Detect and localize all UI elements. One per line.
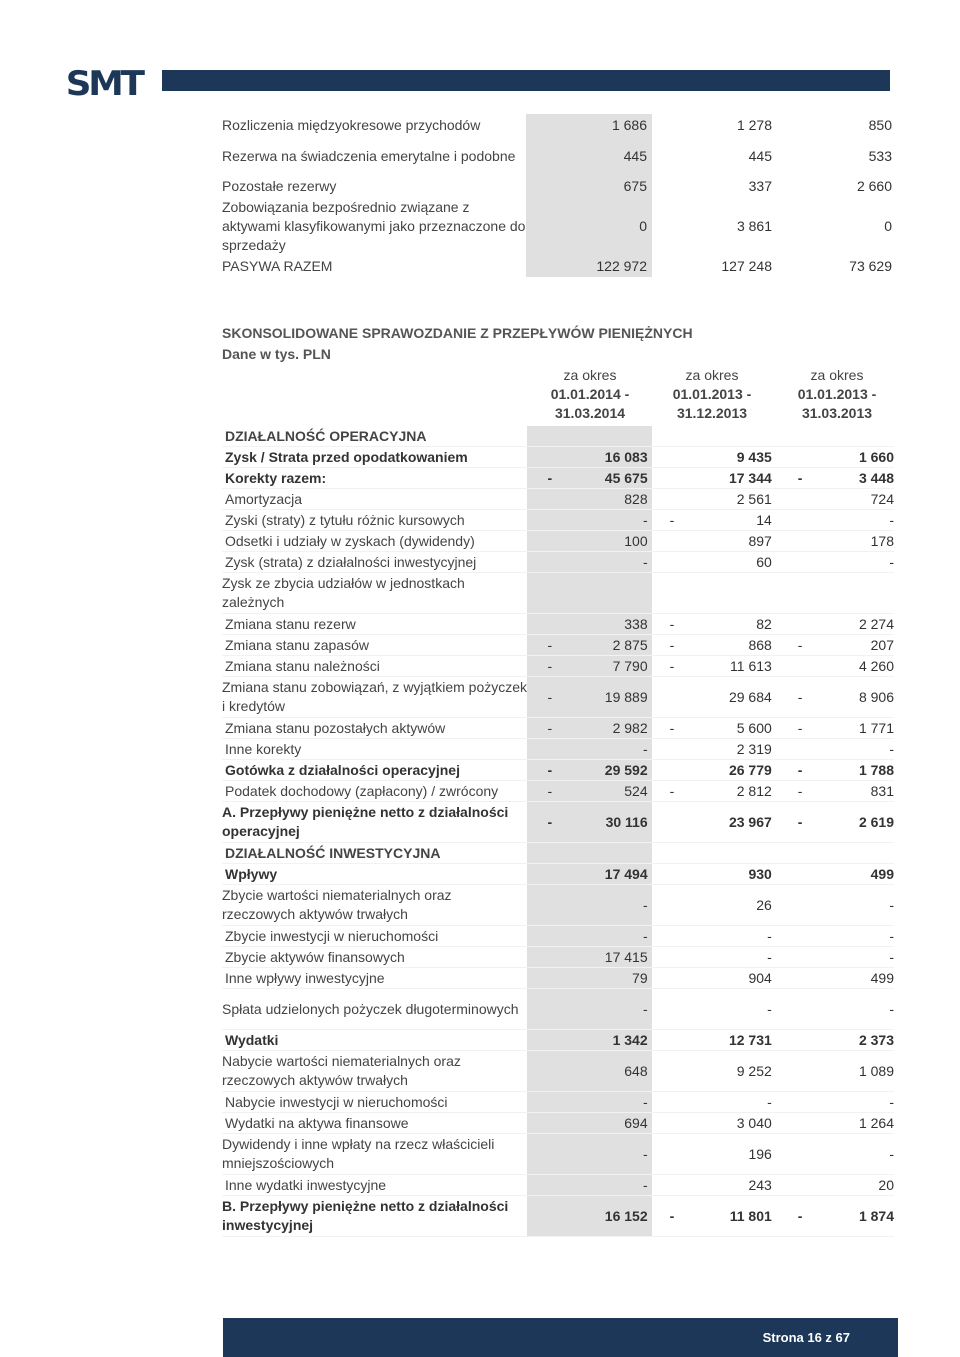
- value-cell: 2 619: [818, 802, 894, 843]
- sign-cell: [652, 573, 690, 614]
- sign-cell: -: [652, 510, 690, 531]
- value-cell: 1 342: [568, 1030, 652, 1051]
- value-cell: 2 812: [690, 781, 776, 802]
- value-cell: -: [568, 926, 652, 947]
- sign-cell: -: [527, 656, 567, 677]
- column-header-line: za okres: [563, 367, 617, 383]
- value-cell: -: [690, 989, 776, 1030]
- table-row: [222, 677, 894, 718]
- value-cell: 29 684: [690, 677, 776, 718]
- value-cell: 930: [690, 864, 776, 885]
- sign-cell: -: [652, 656, 690, 677]
- sign-cell: [776, 656, 818, 677]
- value-cell: 868: [690, 635, 776, 656]
- table-row: [222, 614, 894, 635]
- sign-cell: [652, 739, 690, 760]
- sign-cell: -: [527, 635, 567, 656]
- sign-cell: [652, 926, 690, 947]
- value-cell: 9 435: [690, 447, 776, 468]
- sign-cell: [527, 1175, 567, 1196]
- sign-cell: -: [776, 802, 818, 843]
- table-row: [222, 760, 894, 781]
- value-cell: 499: [818, 968, 894, 989]
- sign-cell: [652, 947, 690, 968]
- table-row: [222, 864, 894, 885]
- table-row: [222, 885, 894, 926]
- table-row: [222, 989, 894, 1030]
- cashflow-table: [222, 426, 894, 1237]
- value-cell: 3 040: [690, 1113, 776, 1134]
- column-header: [535, 366, 645, 423]
- row-label: Zysk (strata) z działalności inwestycyjnej: [222, 552, 527, 573]
- value-cell: 524: [568, 781, 652, 802]
- table-row: [222, 843, 894, 864]
- value-cell: -: [818, 1092, 894, 1113]
- sign-cell: [776, 552, 818, 573]
- value-cell: -: [690, 926, 776, 947]
- row-label: Gotówka z działalności operacyjnej: [222, 760, 527, 781]
- sign-cell: [652, 468, 690, 489]
- value-cell: -: [818, 552, 894, 573]
- table-row: [222, 114, 892, 136]
- column-header-line: 01.01.2013 -: [797, 386, 877, 402]
- table-row: [222, 947, 894, 968]
- column-header-line: 01.01.2013 -: [672, 386, 752, 402]
- sign-cell: [527, 739, 567, 760]
- sign-cell: [776, 843, 818, 864]
- value-cell: 8 906: [818, 677, 894, 718]
- sign-cell: [776, 426, 818, 447]
- value-cell: 831: [818, 781, 894, 802]
- value-2014-q1: 1 686: [526, 114, 652, 136]
- footer-bar: [223, 1318, 898, 1357]
- table-row: [222, 1196, 894, 1237]
- value-cell: 12 731: [690, 1030, 776, 1051]
- table-row: [222, 802, 894, 843]
- value-2013: 337: [748, 177, 772, 194]
- row-label: Wpływy: [222, 864, 527, 885]
- value-cell: 26 779: [690, 760, 776, 781]
- value-cell: -: [690, 1092, 776, 1113]
- sign-cell: [776, 1051, 818, 1092]
- column-header: [782, 366, 892, 423]
- sign-cell: [527, 1092, 567, 1113]
- sign-cell: -: [527, 468, 567, 489]
- value-cell: 23 967: [690, 802, 776, 843]
- column-header-line: 31.03.2014: [554, 405, 626, 421]
- sign-cell: [776, 864, 818, 885]
- value-cell: 2 319: [690, 739, 776, 760]
- sign-cell: -: [652, 1196, 690, 1237]
- sign-cell: [527, 614, 567, 635]
- value-cell: -: [818, 1134, 894, 1175]
- value-cell: 26: [690, 885, 776, 926]
- sign-cell: [652, 1175, 690, 1196]
- sign-cell: [776, 573, 818, 614]
- column-header-line: 01.01.2014 -: [550, 386, 630, 402]
- table-row: [222, 447, 894, 468]
- value-cell: [818, 843, 894, 864]
- value-cell: 1 874: [818, 1196, 894, 1237]
- value-cell: 9 252: [690, 1051, 776, 1092]
- sign-cell: [527, 1051, 567, 1092]
- value-cell: 11 613: [690, 656, 776, 677]
- value-cell: 17 415: [568, 947, 652, 968]
- column-header: [657, 366, 767, 423]
- table-row: [222, 1051, 894, 1092]
- value-cell: -: [568, 989, 652, 1030]
- sign-cell: [652, 531, 690, 552]
- table-row: [222, 531, 894, 552]
- value-cell: 243: [690, 1175, 776, 1196]
- value-cell: -: [818, 739, 894, 760]
- value-cell: 338: [568, 614, 652, 635]
- row-label: Zysk / Strata przed opodatkowaniem: [222, 447, 527, 468]
- sign-cell: -: [776, 760, 818, 781]
- value-cell: 1 771: [818, 718, 894, 739]
- row-label: Wydatki na aktywa finansowe: [222, 1113, 527, 1134]
- value-cell: [568, 843, 652, 864]
- value-cell: 30 116: [568, 802, 652, 843]
- value-2014-q1: 445: [526, 136, 652, 176]
- sign-cell: [527, 968, 567, 989]
- column-header-line: 31.12.2013: [676, 405, 748, 421]
- sign-cell: [652, 989, 690, 1030]
- sign-cell: [527, 531, 567, 552]
- sign-cell: [527, 1030, 567, 1051]
- value-cell: 3 448: [818, 468, 894, 489]
- row-label: Zbycie wartości niematerialnych oraz rzeczowych aktywów trwałych: [222, 885, 527, 926]
- value-cell: 17 494: [568, 864, 652, 885]
- table-row: [222, 426, 894, 447]
- value-cell: -: [818, 989, 894, 1030]
- sign-cell: -: [527, 718, 567, 739]
- value-2013-q1: 850: [868, 116, 892, 133]
- sign-cell: -: [652, 635, 690, 656]
- sign-cell: [776, 489, 818, 510]
- row-label: Pozostałe rezerwy: [222, 177, 337, 194]
- cashflow-title: SKONSOLIDOWANE SPRAWOZDANIE Z PRZEPŁYWÓW PIENIĘŻNYCH: [222, 325, 693, 341]
- value-cell: [818, 426, 894, 447]
- sign-cell: -: [652, 614, 690, 635]
- row-label: Zysk ze zbycia udziałów w jednostkach zależnych: [222, 573, 527, 614]
- sign-cell: [652, 1134, 690, 1175]
- sign-cell: [652, 760, 690, 781]
- row-label: Zmiana stanu pozostałych aktywów: [222, 718, 527, 739]
- sign-cell: [652, 1113, 690, 1134]
- sign-cell: [527, 926, 567, 947]
- value-cell: -: [568, 1092, 652, 1113]
- sign-cell: -: [776, 781, 818, 802]
- sign-cell: -: [527, 802, 567, 843]
- sign-cell: -: [776, 718, 818, 739]
- row-label: A. Przepływy pieniężne netto z działalności operacyjnej: [222, 802, 527, 843]
- sign-cell: [652, 677, 690, 718]
- sign-cell: [776, 885, 818, 926]
- table-row: [222, 573, 894, 614]
- row-label: Dywidendy i inne wpłaty na rzecz właścicieli mniejszościowych: [222, 1134, 527, 1175]
- sign-cell: [527, 573, 567, 614]
- sign-cell: [776, 1092, 818, 1113]
- column-header-line: za okres: [685, 367, 739, 383]
- sign-cell: [527, 947, 567, 968]
- sign-cell: [652, 552, 690, 573]
- value-2013: 3 861: [736, 217, 772, 234]
- table-row: [222, 926, 894, 947]
- value-cell: 1 788: [818, 760, 894, 781]
- row-label: Zmiana stanu zapasów: [222, 635, 527, 656]
- value-cell: 4 260: [818, 656, 894, 677]
- value-2014-q1: 122 972: [526, 256, 652, 277]
- table-row: [222, 635, 894, 656]
- sign-cell: -: [776, 677, 818, 718]
- sign-cell: [652, 489, 690, 510]
- value-cell: 196: [690, 1134, 776, 1175]
- smt-logo: SMT: [65, 64, 142, 104]
- sign-cell: -: [776, 1196, 818, 1237]
- sign-cell: [776, 947, 818, 968]
- sign-cell: [527, 447, 567, 468]
- value-cell: -: [818, 510, 894, 531]
- row-label: Amortyzacja: [222, 489, 527, 510]
- value-2014-q1: 0: [526, 196, 652, 256]
- sign-cell: [776, 531, 818, 552]
- row-label: PASYWA RAZEM: [222, 258, 333, 274]
- sign-cell: [776, 614, 818, 635]
- value-cell: [690, 573, 776, 614]
- sign-cell: [776, 926, 818, 947]
- sign-cell: -: [652, 718, 690, 739]
- sign-cell: [652, 1030, 690, 1051]
- column-header-line: 31.03.2013: [801, 405, 873, 421]
- value-cell: 14: [690, 510, 776, 531]
- value-cell: 897: [690, 531, 776, 552]
- value-cell: 7 790: [568, 656, 652, 677]
- column-header-line: za okres: [810, 367, 864, 383]
- sign-cell: [776, 1113, 818, 1134]
- sign-cell: -: [652, 781, 690, 802]
- sign-cell: [527, 426, 567, 447]
- table-row: [222, 1175, 894, 1196]
- sign-cell: -: [776, 468, 818, 489]
- sign-cell: [527, 552, 567, 573]
- table-row: [222, 489, 894, 510]
- row-label: Zyski (straty) z tytułu różnic kursowych: [222, 510, 527, 531]
- value-cell: 100: [568, 531, 652, 552]
- table-row: [222, 256, 892, 277]
- value-cell: 1 264: [818, 1113, 894, 1134]
- value-cell: -: [818, 947, 894, 968]
- row-label: Rozliczenia międzyokresowe przychodów: [222, 116, 481, 133]
- value-cell: 60: [690, 552, 776, 573]
- value-cell: 2 274: [818, 614, 894, 635]
- sign-cell: [527, 885, 567, 926]
- table-row: [222, 136, 892, 176]
- sign-cell: [527, 864, 567, 885]
- value-cell: 2 373: [818, 1030, 894, 1051]
- row-label: Nabycie wartości niematerialnych oraz rzeczowych aktywów trwałych: [222, 1051, 527, 1092]
- value-2013-q1: 0: [884, 217, 892, 234]
- row-label: Podatek dochodowy (zapłacony) / zwrócony: [222, 781, 527, 802]
- sign-cell: [776, 739, 818, 760]
- table-row: [222, 1134, 894, 1175]
- sign-cell: [652, 1051, 690, 1092]
- row-label: Inne korekty: [222, 739, 527, 760]
- value-cell: 499: [818, 864, 894, 885]
- value-cell: 16 083: [568, 447, 652, 468]
- value-2013: 127 248: [721, 258, 772, 274]
- table-row: [222, 1030, 894, 1051]
- sign-cell: -: [527, 760, 567, 781]
- sign-cell: [652, 843, 690, 864]
- value-2013: 445: [748, 147, 772, 164]
- table-row: [222, 196, 892, 256]
- row-label: Korekty razem:: [222, 468, 527, 489]
- row-label: Zobowiązania bezpośrednio związane z aktywami klasyfikowanymi jako przeznaczone do sprzedaży: [222, 198, 526, 253]
- value-2013-q1: 533: [868, 147, 892, 164]
- sign-cell: [652, 864, 690, 885]
- row-label: Inne wpływy inwestycyjne: [222, 968, 527, 989]
- header-bar: [162, 70, 890, 91]
- value-cell: 5 600: [690, 718, 776, 739]
- table-row: [222, 468, 894, 489]
- value-cell: -: [568, 510, 652, 531]
- row-label: Rezerwa na świadczenia emerytalne i podobne: [222, 147, 516, 164]
- row-label: Zmiana stanu należności: [222, 656, 527, 677]
- value-cell: 178: [818, 531, 894, 552]
- value-cell: 904: [690, 968, 776, 989]
- value-cell: [568, 426, 652, 447]
- value-cell: [568, 573, 652, 614]
- table-row: [222, 552, 894, 573]
- table-row: [222, 1092, 894, 1113]
- row-label: DZIAŁALNOŚĆ INWESTYCYJNA: [222, 843, 527, 864]
- value-2013-q1: 2 660: [856, 177, 892, 194]
- value-cell: -: [568, 1175, 652, 1196]
- sign-cell: [776, 1030, 818, 1051]
- table-row: [222, 656, 894, 677]
- sign-cell: -: [527, 677, 567, 718]
- table-row: [222, 510, 894, 531]
- value-cell: [690, 843, 776, 864]
- sign-cell: [652, 885, 690, 926]
- value-cell: 694: [568, 1113, 652, 1134]
- sign-cell: -: [776, 635, 818, 656]
- value-cell: 82: [690, 614, 776, 635]
- value-cell: 2 875: [568, 635, 652, 656]
- row-label: Spłata udzielonych pożyczek długoterminowych: [222, 989, 527, 1030]
- sign-cell: [527, 989, 567, 1030]
- table-row: [222, 176, 892, 196]
- value-cell: 207: [818, 635, 894, 656]
- sign-cell: [527, 843, 567, 864]
- value-cell: 20: [818, 1175, 894, 1196]
- value-cell: 724: [818, 489, 894, 510]
- sign-cell: [652, 1092, 690, 1113]
- sign-cell: [776, 989, 818, 1030]
- sign-cell: [527, 1134, 567, 1175]
- row-label: Zmiana stanu zobowiązań, z wyjątkiem pożyczek i kredytów: [222, 677, 527, 718]
- sign-cell: [527, 1196, 567, 1237]
- sign-cell: [776, 968, 818, 989]
- row-label: Zbycie inwestycji w nieruchomości: [222, 926, 527, 947]
- value-cell: [690, 426, 776, 447]
- balance-sheet-table: [222, 114, 892, 277]
- value-2014-q1: 675: [526, 176, 652, 196]
- sign-cell: [776, 1175, 818, 1196]
- value-cell: -: [568, 885, 652, 926]
- row-label: Wydatki: [222, 1030, 527, 1051]
- sign-cell: -: [527, 781, 567, 802]
- value-cell: 648: [568, 1051, 652, 1092]
- table-row: [222, 968, 894, 989]
- value-cell: -: [818, 926, 894, 947]
- sign-cell: [527, 1113, 567, 1134]
- cashflow-subtitle: Dane w tys. PLN: [222, 346, 331, 362]
- page-number: Strona 16 z 67: [762, 1330, 850, 1345]
- sign-cell: [776, 1134, 818, 1175]
- row-label: Zmiana stanu rezerw: [222, 614, 527, 635]
- row-label: Odsetki i udziały w zyskach (dywidendy): [222, 531, 527, 552]
- value-cell: 17 344: [690, 468, 776, 489]
- row-label: DZIAŁALNOŚĆ OPERACYJNA: [222, 426, 527, 447]
- value-cell: 16 152: [568, 1196, 652, 1237]
- row-label: Zbycie aktywów finansowych: [222, 947, 527, 968]
- value-cell: -: [568, 552, 652, 573]
- value-cell: 11 801: [690, 1196, 776, 1237]
- table-row: [222, 739, 894, 760]
- sign-cell: [527, 489, 567, 510]
- row-label: Inne wydatki inwestycyjne: [222, 1175, 527, 1196]
- value-2013: 1 278: [736, 116, 772, 133]
- sign-cell: [776, 447, 818, 468]
- value-cell: 2 561: [690, 489, 776, 510]
- table-row: [222, 1113, 894, 1134]
- value-cell: 29 592: [568, 760, 652, 781]
- table-row: [222, 718, 894, 739]
- sign-cell: [652, 968, 690, 989]
- row-label: Nabycie inwestycji w nieruchomości: [222, 1092, 527, 1113]
- value-cell: 2 982: [568, 718, 652, 739]
- value-cell: -: [690, 947, 776, 968]
- value-2013-q1: 73 629: [849, 258, 892, 274]
- table-row: [222, 781, 894, 802]
- sign-cell: [776, 510, 818, 531]
- sign-cell: [652, 447, 690, 468]
- value-cell: [818, 573, 894, 614]
- value-cell: -: [568, 739, 652, 760]
- value-cell: 1 089: [818, 1051, 894, 1092]
- value-cell: 1 660: [818, 447, 894, 468]
- value-cell: 45 675: [568, 468, 652, 489]
- value-cell: -: [818, 885, 894, 926]
- sign-cell: [527, 510, 567, 531]
- row-label: B. Przepływy pieniężne netto z działalności inwestycyjnej: [222, 1196, 527, 1237]
- sign-cell: [652, 802, 690, 843]
- value-cell: -: [568, 1134, 652, 1175]
- value-cell: 19 889: [568, 677, 652, 718]
- value-cell: 79: [568, 968, 652, 989]
- sign-cell: [652, 426, 690, 447]
- value-cell: 828: [568, 489, 652, 510]
